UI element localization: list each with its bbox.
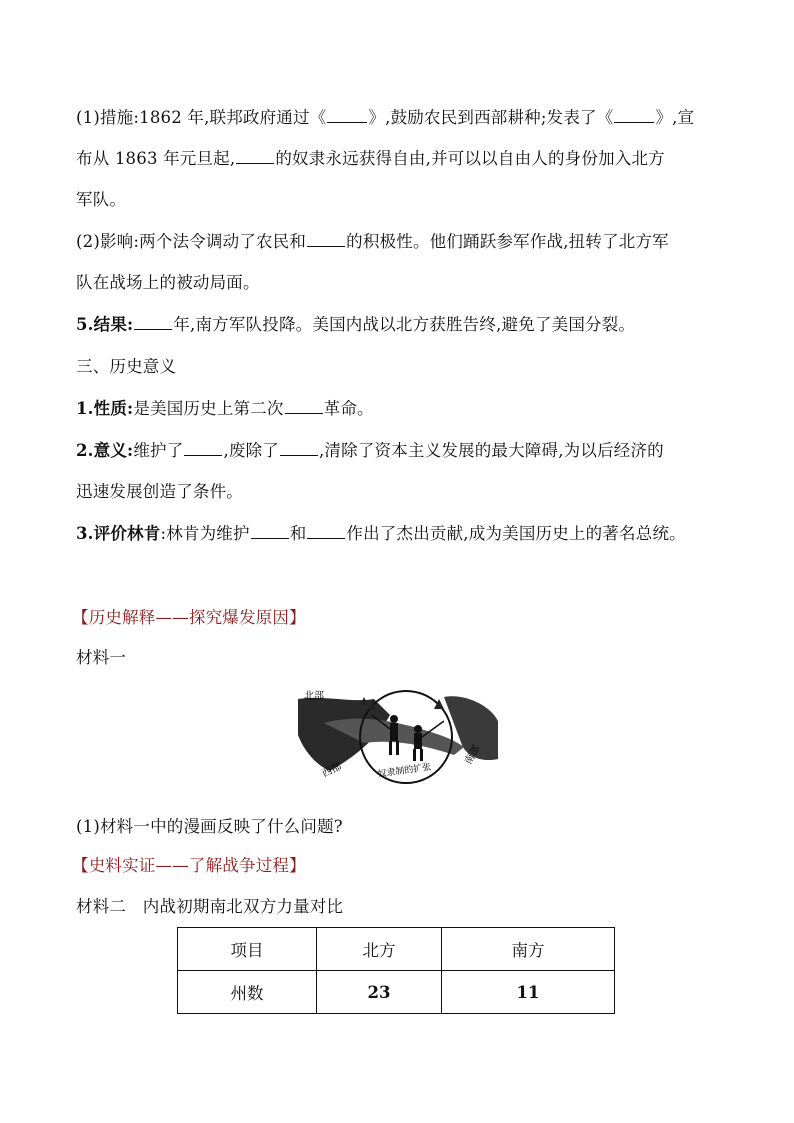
nature-label: 1.性质: [76,399,134,418]
text: 是美国历史上第二次 [133,399,284,418]
result-line [76,304,736,345]
impact-line-2: 队在战场上的被动局面。 [76,273,260,292]
text: 》,宣 [655,108,695,127]
table-cell: 州数 [178,971,317,1014]
text: 布从 1863 年元旦起, [76,149,236,168]
text: 》,鼓励农民到西部耕种;发表了《 [368,108,614,127]
measures-line-3: 军队。 [76,190,127,209]
caption-label: 奴隶制的扩张 [377,762,432,780]
cartoon-image [294,685,502,785]
table-cell: 11 [442,971,615,1014]
text: 年,南方军队投降。美国内战以北方获胜告终,避免了美国分裂。 [173,315,636,334]
slavery-expansion-cartoon [294,685,502,785]
significance-paragraph [76,430,736,512]
text: 的奴隶永远获得自由,并可以以自由人的身份加入北方 [275,149,665,168]
measures-line-1 [76,97,736,138]
measures-line-2 [76,138,736,179]
section-title-explain: 【历史解释——探究爆发原因】 [72,608,306,627]
evaluation-label: 3.评价林肯 [76,524,161,543]
north-label: 北部 [304,691,324,702]
fill-blank[interactable] [285,397,323,414]
fill-blank[interactable] [614,106,654,123]
significance-line-2: 迅速发展创造了条件。 [76,482,243,501]
result-paragraph [76,304,736,345]
section-title-evidence: 【史料实证——了解战争过程】 [72,856,306,875]
table-header-cell: 项目 [178,928,317,971]
table-row [178,971,615,1014]
text: :林肯为维护 [160,524,250,543]
evaluation-paragraph [76,513,736,554]
impact-line-1 [76,221,736,262]
fill-blank[interactable] [327,106,367,123]
fill-blank[interactable] [184,439,222,456]
significance-line-1 [76,430,736,471]
significance-label: 2.意义: [76,441,134,460]
fill-blank[interactable] [307,230,345,247]
table-header-cell: 南方 [442,928,615,971]
fill-blank[interactable] [134,313,172,330]
south-label: 南部 [463,743,483,767]
material-2-label: 材料二 内战初期南北双方力量对比 [76,897,344,916]
text: 的积极性。他们踊跃参军作战,扭转了北方军 [346,232,669,251]
impact-paragraph [76,221,736,303]
text: 革命。 [323,399,374,418]
text: ,废除了 [223,441,279,460]
text: ,清除了资本主义发展的最大障碍,为以后经济的 [318,441,664,460]
table-cell: 23 [317,971,442,1014]
fill-blank[interactable] [307,522,345,539]
question-1: (1)材料一中的漫画反映了什么问题? [76,817,343,836]
west-label: 西部 [320,761,344,780]
result-label: 5.结果: [76,315,134,334]
nature-line [76,388,736,429]
table-header-cell: 北方 [317,928,442,971]
section-title-significance: 三、历史意义 [76,357,177,376]
comparison-table [177,927,615,1014]
text: (2)影响:两个法令调动了农民和 [76,232,307,251]
fill-blank[interactable] [251,522,289,539]
fill-blank[interactable] [280,439,318,456]
material-1-label: 材料一 [76,648,127,667]
text: (1)措施:1862 年,联邦政府通过《 [76,108,327,127]
text: 作出了杰出贡献,成为美国历史上的著名总统。 [346,524,686,543]
measures-paragraph [76,97,736,220]
fill-blank[interactable] [236,147,274,164]
text: 和 [289,524,307,543]
table-header-row [178,928,615,971]
nature-paragraph [76,388,736,429]
text: 维护了 [133,441,184,460]
evaluation-line [76,513,736,554]
